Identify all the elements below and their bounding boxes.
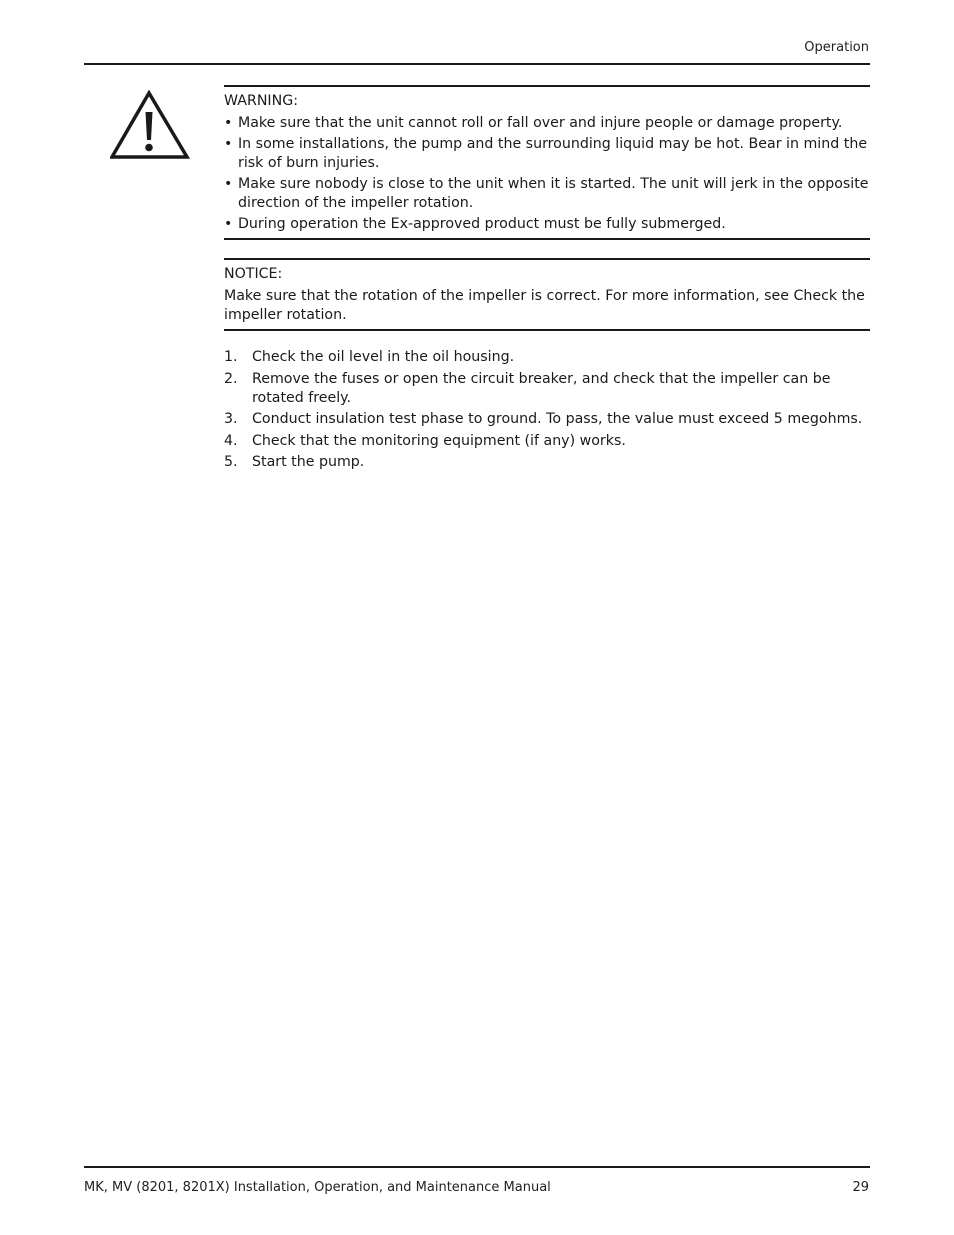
header-rule xyxy=(84,63,870,65)
step-item xyxy=(224,370,870,408)
warning-item-text: In some installations, the pump and the surrounding liquid may be hot. Bear in mind the risk of burn injuries. xyxy=(238,136,868,171)
step-number: 4. xyxy=(224,432,238,449)
notice-box xyxy=(224,258,870,331)
procedure-steps xyxy=(224,348,870,475)
step-text: Check the oil level in the oil housing. xyxy=(252,349,515,365)
footer-rule xyxy=(84,1166,870,1168)
warning-item xyxy=(224,215,870,234)
warning-list xyxy=(224,114,870,234)
step-text: Check that the monitoring equipment (if any) works. xyxy=(252,432,626,449)
step-item xyxy=(224,432,870,451)
bullet: • xyxy=(224,176,233,192)
step-text: Conduct insulation test phase to ground. To pass, the value must exceed 5 megohms. xyxy=(252,411,863,427)
warning-item xyxy=(224,135,870,173)
warning-item xyxy=(224,114,870,133)
warning-box xyxy=(224,85,870,240)
running-header-section: Operation xyxy=(804,40,869,55)
bullet: • xyxy=(224,115,233,131)
step-item xyxy=(224,410,870,429)
bullet: • xyxy=(224,216,233,232)
step-number: 5. xyxy=(224,454,238,470)
warning-triangle-icon xyxy=(110,90,190,160)
warning-item xyxy=(224,175,870,213)
step-number: 2. xyxy=(224,370,238,387)
footer-manual-title: MK, MV (8201, 8201X) Installation, Operation, and Maintenance Manual xyxy=(84,1180,551,1195)
step-item xyxy=(224,453,870,472)
notice-title: NOTICE: xyxy=(224,266,283,282)
warning-item-text: Make sure nobody is close to the unit when it is started. The unit will jerk in the opposite direction of the impeller rotation. xyxy=(238,176,869,211)
bullet: • xyxy=(224,136,233,152)
step-number: 3. xyxy=(224,411,238,427)
step-text: Start the pump. xyxy=(252,454,365,470)
warning-item-text: During operation the Ex-approved product must be fully submerged. xyxy=(238,216,726,232)
page-number: 29 xyxy=(852,1180,869,1195)
step-number: 1. xyxy=(224,349,238,365)
warning-title: WARNING: xyxy=(224,93,298,109)
step-text: Remove the fuses or open the circuit breaker, and check that the impeller can be rotated freely. xyxy=(252,370,831,406)
step-item xyxy=(224,348,870,367)
warning-item-text: Make sure that the unit cannot roll or fall over and injure people or damage property. xyxy=(238,115,843,131)
notice-text: Make sure that the rotation of the impeller is correct. For more information, see Check the impeller rotation. xyxy=(224,288,865,323)
